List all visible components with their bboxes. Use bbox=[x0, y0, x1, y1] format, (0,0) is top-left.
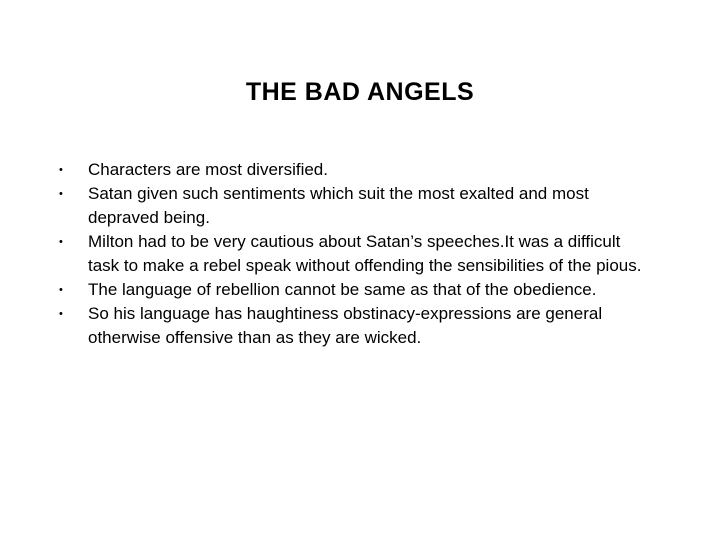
bullet-list bbox=[55, 158, 655, 350]
slide-title: THE BAD ANGELS bbox=[245, 78, 475, 106]
bullet-marker: • bbox=[59, 188, 63, 200]
bullet-text: So his language has haughtiness obstinacy-expressions are general otherwise offensive than as they are wicked. bbox=[88, 304, 603, 347]
bullet-text: Milton had to be very cautious about Satan’s speeches.It was a difficult task to make a rebel speak without offending the sensibilities of the pious. bbox=[88, 232, 642, 275]
bullet-marker: • bbox=[59, 308, 63, 320]
bullet-text: Satan given such sentiments which suit the most exalted and most depraved being. bbox=[88, 184, 589, 227]
bullet-item bbox=[55, 302, 655, 350]
bullet-item bbox=[55, 158, 655, 182]
bullet-text: The language of rebellion cannot be same as that of the obedience. bbox=[88, 280, 597, 299]
bullet-item bbox=[55, 182, 655, 230]
bullet-text: Characters are most diversified. bbox=[88, 160, 328, 179]
bullet-item bbox=[55, 278, 655, 302]
bullet-marker: • bbox=[59, 284, 63, 296]
bullet-marker: • bbox=[59, 164, 63, 176]
bullet-marker: • bbox=[59, 236, 63, 248]
bullet-item bbox=[55, 230, 655, 278]
